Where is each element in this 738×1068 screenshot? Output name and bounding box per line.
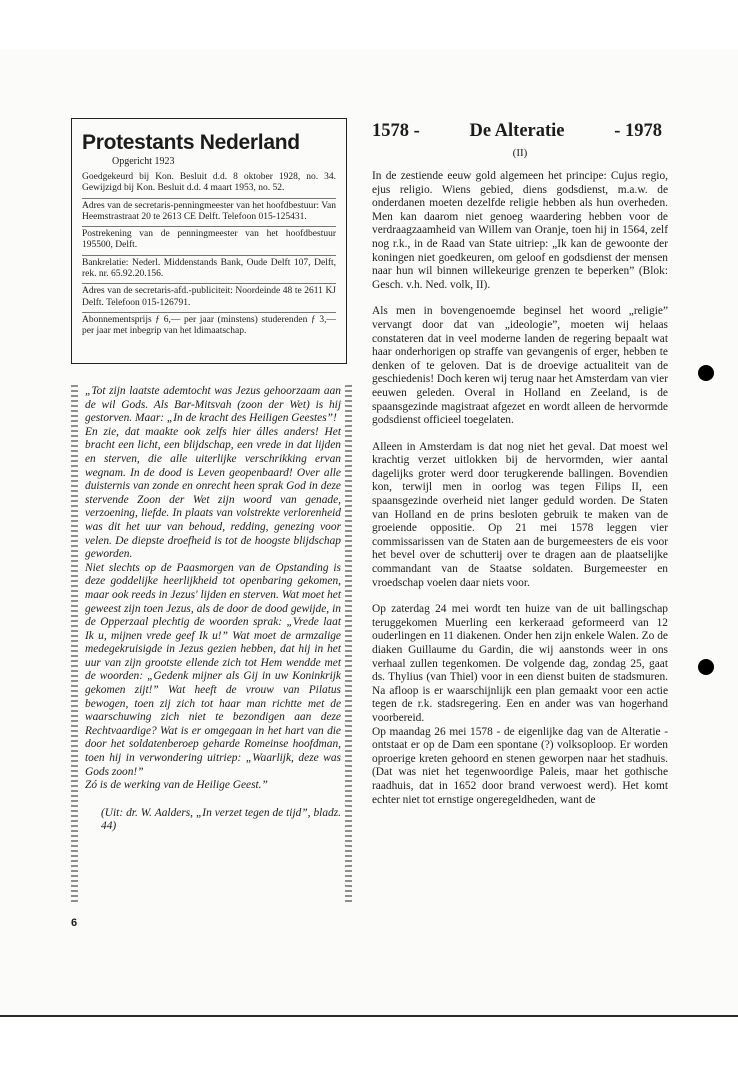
quote-paragraph: Niet slechts op de Paasmorgen van de Opstanding is deze goddelijke heerlijkheid tot openbaring gekomen, maar ook reeds in Jezus' lijden en sterven. Wat moet het geweest zijn toen Jezus, als de door de dood gewijde, in de Opperzaal plechtig de woorden sprak: „Vrede laat Ik u, mijnen vrede geef Ik u!” Wat moet de armzalige medegekruisigde in Jezus gezien hebben, dat hij in het uur van zijn grootste ellende zich tot Hem wendde met de woorden: „Gedenk mijner als Gij in uw Koninkrijk gekomen zijt!” Wat heeft de vrouw van Pilatus bewogen, toen zij zich tot haar man richtte met de waarschuwing zich niet te bezondigen aan deze Rechtvaardige? Wat is er omgegaan in het hart van die door het soldatenberoep geharde Romeinse hoofdman, toen hij in verwondering uitriep: „Waarlijk, deze was Gods zoon!” xyxy=(85,561,341,778)
article xyxy=(372,120,668,807)
ornamental-border-left xyxy=(71,385,78,904)
article-title xyxy=(372,120,662,142)
page-number: 6 xyxy=(71,917,78,929)
info-address-treasurer: Adres van de secretaris-penningmeester van het hoofdbestuur: Van Heemstrastraat 20 te 2613 CE Delft. Telefoon 015-125431. xyxy=(82,200,336,222)
quote-paragraph: En zie, dat maakte ook zelfs hier álles anders! Het bracht een licht, een blijdschap, een vrede in dat lijden en sterven, die alle uiterlijke verschrikking ervan wegnam. In de dood is Leven geopenbaard! Over alle duisternis van zonde en onrecht heen sprak God in deze stervende Zoon der Wet zijn woord van genade, verzoening, liefde. In plaats van volstrekte verlorenheid was dit het uur van behoud, redding, genezing voor velen. De diepste droefheid is tot de hoogste blijdschap geworden. xyxy=(85,425,341,561)
info-bank: Bankrelatie: Nederl. Middenstands Bank, Oude Delft 107, Delft, rek. nr. 65.92.20.156. xyxy=(82,257,336,280)
masthead-infobox xyxy=(71,118,347,364)
article-paragraph: Op maandag 26 mei 1578 - de eigenlijke dag van de Alteratie - ontstaat er op de Dam een spontane (?) volksoploop. Er worden oproerige kreten gehoord en stenen geworpen naar het stadhuis. (Dat was niet het tegenwoordige Paleis, maar het gothische raadhuis, dat in 1652 door brand verwoest werd). Het komt echter niet tot ernstige ongeregeldheden, want de xyxy=(372,725,668,806)
title-main: De Alteratie xyxy=(469,121,565,141)
punch-hole-upper xyxy=(698,365,714,381)
divider xyxy=(82,226,336,227)
info-approval: Goedgekeurd bij Kon. Besluit d.d. 8 oktober 1928, no. 34. Gewijzigd bij Kon. Besluit d.d. 4 maart 1953, no. 52. xyxy=(82,172,336,194)
article-paragraph: Op zaterdag 24 mei wordt ten huize van de uit ballingschap teruggekomen Muerling een kerkeraad geformeerd van 12 ouderlingen en 11 diakenen. Onder hen zijn enkele Walen. Zo de diaken Guillaume du Gardin, die wij aanstonds weer in ons verhaal zullen tegenkomen. De volgende dag, zondag 25, gaat ds. Thylius (van Thiel) voor in een dienst buiten de stadsmuren. Na afloop is er waarschijnlijk een plan gemaakt voor een actie tegen de r.k. stadsregering. Een en ander was van hogerhand voorbereid. xyxy=(372,603,668,724)
divider xyxy=(82,312,336,313)
article-paragraph: Als men in bovengenoemde beginsel het woord „religie” vervangt door dat van „ideologie”, moeten wij helaas constateren dat in veel moderne landen de regering bepaalt wat haar onderhorigen op straffe van gevangenis of erger, hebben te denken of te geloven. Dat is de droevige actualiteit van de geschiedenis! Doch keren wij terug naar het Amsterdam van vier eeuwen geleden. Overal in Holland en Zeeland, is de spaansgezinde magistraat afgezet en wordt alleen de hervormde godsdienst officieel toegelaten. xyxy=(372,305,668,427)
divider xyxy=(82,283,336,284)
title-year-end: - 1978 xyxy=(614,121,662,141)
punch-hole-lower xyxy=(698,659,714,675)
quote-body xyxy=(85,385,341,834)
quote-paragraph: Zó is de werking van de Heilige Geest.” xyxy=(85,779,268,792)
masthead-title: Protestants Nederland xyxy=(82,131,300,154)
divider xyxy=(82,255,336,256)
founded-line: Opgericht 1923 xyxy=(112,156,175,167)
bottom-margin xyxy=(0,1017,738,1068)
info-postal-account: Postrekening van de penningmeester van het hoofdbestuur 195500, Delft. xyxy=(82,229,336,251)
quote-citation: (Uit: dr. W. Aalders, „In verzet tegen de tijd”, bladz. 44) xyxy=(101,806,341,833)
quote-paragraph: „Tot zijn laatste ademtocht was Jezus gehoorzaam aan de wil Gods. Als Bar-Mitsvah (zoon der Wet) is hij gestorven. Maar: „In de kracht des Heiligen Geestes”! xyxy=(85,385,341,425)
article-part-number: (II) xyxy=(512,147,528,159)
title-year-start: 1578 - xyxy=(372,121,420,141)
info-subscription: Abonnementsprijs ƒ 6,— per jaar (minstens) studerenden ƒ 3,— per jaar met inbegrip van het ldimaatschap. xyxy=(82,314,336,337)
divider xyxy=(82,198,336,199)
top-margin xyxy=(0,0,738,50)
info-address-publicity: Adres van de secretaris-afd.-publiciteit: Noordeinde 48 te 2611 KJ Delft. Telefoon 015-126791. xyxy=(82,286,336,308)
quote-box xyxy=(71,385,352,904)
ornamental-border-right xyxy=(345,385,352,904)
article-paragraph: In de zestiende eeuw gold algemeen het principe: Cujus regio, ejus religio. Wiens gebied, diens godsdienst, m.a.w. de onderdanen moeten dezelfde religie hebben als hun overheden. Men kan daarom niet genoeg waardering hebben voor de verdraagzaamheid van Willem van Oranje, toen hij in 1564, zelf nog r.k., in de Raad van State uitriep: „Ik kan de gewoonte der koningen niet goedkeuren, om geloof en godsdienst der mensen naar hun wil binnen willekeurige grenzen te beperken” (Blok: Gesch. v.h. Ned. volk, II). xyxy=(372,170,668,291)
article-paragraph: Alleen in Amsterdam is dat nog niet het geval. Dat moest wel krachtig verzet uitlokken bij de hervormden, wier aantal dagelijks groter werd door terugkerende ballingen. Bovendien kon, terwijl men in oorlog was tegen Filips II, een spaansgezinde overheid niet langer geduld worden. De Staten van Holland en de prins besloten gebruik te maken van de groeiende oppositie. Op 21 mei 1578 leggen vier commissarissen van de Staten aan de burgemeesters de eis voor het bevel over de schutterij over te dragen aan de plaatselijke commandant van de Staatse soldaten. Burgemeester en vroedschap voelen daar niets voor. xyxy=(372,440,668,589)
